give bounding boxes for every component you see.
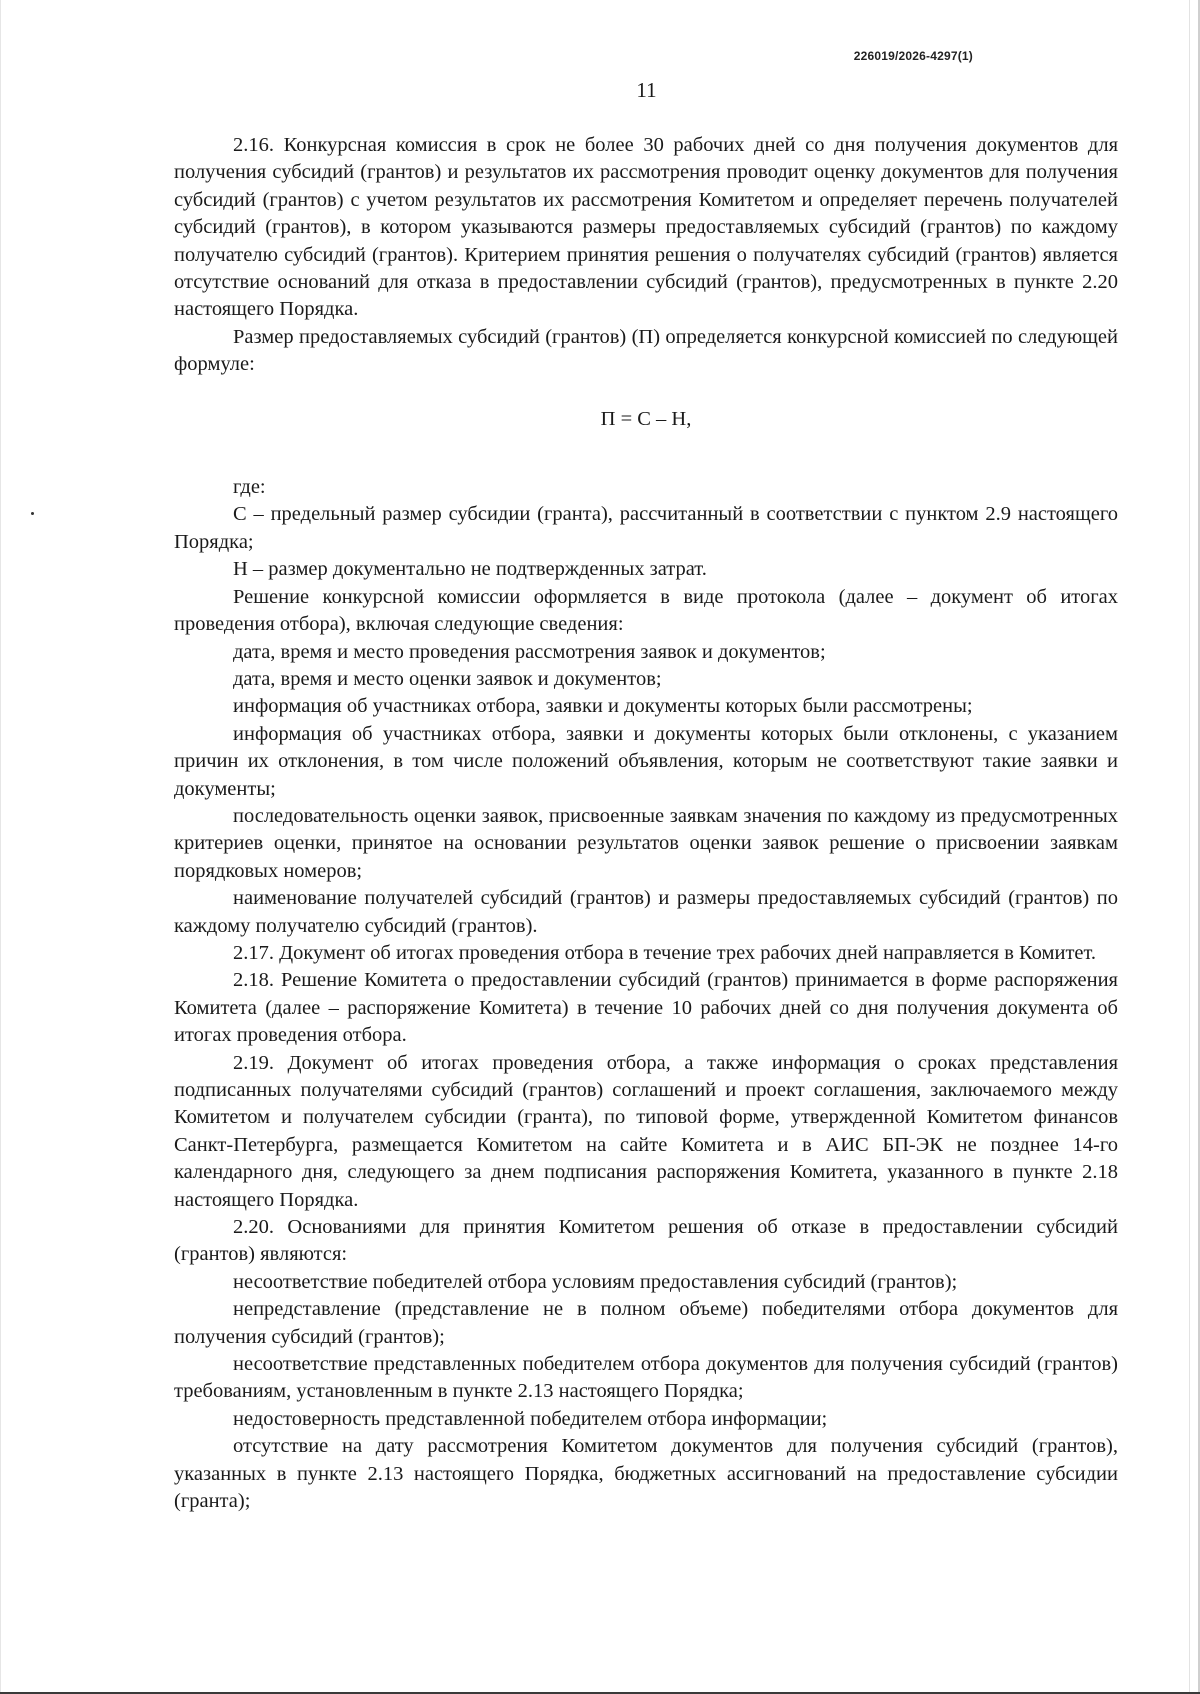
- page-number: 11: [636, 78, 657, 102]
- paragraph-2-18: 2.18. Решение Комитета о предоставлении субсидий (грантов) принимается в форме распоряжения Комитета (далее – распоряжение Комитета) в течение 10 рабочих дней со дня получения документа об итогах проведения отбора.: [174, 969, 1118, 1047]
- list-item: несоответствие представленных победителем отбора документов для получения субсидий (грантов) требованиям, установленным в пункте 2.13 настоящего Порядка;: [174, 1353, 1118, 1403]
- document-registration-number: 226019/2026-4297(1): [853, 49, 973, 63]
- list-item: недостоверность представленной победителем отбора информации;: [233, 1407, 828, 1430]
- paragraph-2-16: 2.16. Конкурсная комиссия в срок не более 30 рабочих дней со дня получения документов для получения субсидий (грантов) и результатов их рассмотрения проводит оценку документов для получения субсидий (грантов) с учетом результатов их рассмотрения Комитетом и определяет перечень получателей субсидий (грантов), в котором указываются размеры предоставляемых субсидий (грантов) по каждому получателю субсидий (грантов). Критерием принятия решения о получателях субсидий (грантов) является отсутствие оснований для отказа в предоставлении субсидий (грантов), предусмотренных в пункте 2.20 настоящего Порядка.: [174, 134, 1118, 321]
- formula: П = С – Н,: [600, 407, 692, 430]
- list-item: отсутствие на дату рассмотрения Комитетом документов для получения субсидий (грантов), указанных в пункте 2.13 настоящего Порядка, бюджетных ассигнований на предоставление субсидии (гранта);: [174, 1435, 1118, 1513]
- paragraph-2-20: 2.20. Основаниями для принятия Комитетом решения об отказе в предоставлении субсидий (грантов) являются:: [174, 1216, 1118, 1266]
- paragraph-where: где:: [233, 476, 266, 499]
- paragraph-definition-c: С – предельный размер субсидии (гранта), рассчитанный в соответствии с пунктом 2.9 настоящего Порядка;: [174, 503, 1118, 553]
- paragraph-2-19: 2.19. Документ об итогах проведения отбора, а также информация о сроках представления подписанных получателями субсидий (грантов) соглашений и проект соглашения, заключаемого между Комитетом и получателем субсидии (гранта), по типовой форме, утвержденной Комитетом финансов Санкт-Петербурга, размещается Комитетом на сайте Комитета и в АИС БП-ЭК не позднее 14-го календарного дня, следующего за днем подписания распоряжения Комитета, указанного в пункте 2.18 настоящего Порядка.: [174, 1051, 1118, 1211]
- list-item: непредставление (представление не в полном объеме) победителями отбора документов для получения субсидий (грантов);: [174, 1298, 1118, 1348]
- list-item: дата, время и место оценки заявок и документов;: [233, 667, 662, 690]
- list-item: дата, время и место проведения рассмотрения заявок и документов;: [233, 640, 826, 663]
- scan-left-edge: [0, 0, 1, 1694]
- document-body: [174, 132, 1118, 1516]
- list-item: последовательность оценки заявок, присвоенные заявкам значения по каждому из предусмотренных критериев оценки, принятое на основании результатов оценки заявок решение о присвоении заявкам порядковых номеров;: [174, 804, 1118, 882]
- scan-speck: [31, 512, 34, 515]
- list-item: наименование получателей субсидий (грантов) и размеры предоставляемых субсидий (грантов) по каждому получателю субсидий (грантов).: [174, 887, 1118, 937]
- paragraph-grant-size: Размер предоставляемых субсидий (грантов) (П) определяется конкурсной комиссией по следующей формуле:: [174, 325, 1118, 376]
- list-item: информация об участниках отбора, заявки и документы которых были отклонены, с указанием причин их отклонения, в том числе положений объявления, которым не соответствуют такие заявки и документы;: [174, 722, 1118, 800]
- paragraph-definition-n: Н – размер документально не подтвержденных затрат.: [233, 558, 707, 581]
- list-item: информация об участниках отбора, заявки и документы которых были рассмотрены;: [233, 695, 973, 718]
- scan-right-edge-inner: [1189, 0, 1190, 1694]
- paragraph-2-17: 2.17. Документ об итогах проведения отбора в течение трех рабочих дней направляется в Комитет.: [233, 941, 1097, 964]
- list-item: несоответствие победителей отбора условиям предоставления субсидий (грантов);: [233, 1270, 958, 1293]
- paragraph-commission-decision: Решение конкурсной комиссии оформляется в виде протокола (далее – документ об итогах проведения отбора), включая следующие сведения:: [174, 585, 1118, 636]
